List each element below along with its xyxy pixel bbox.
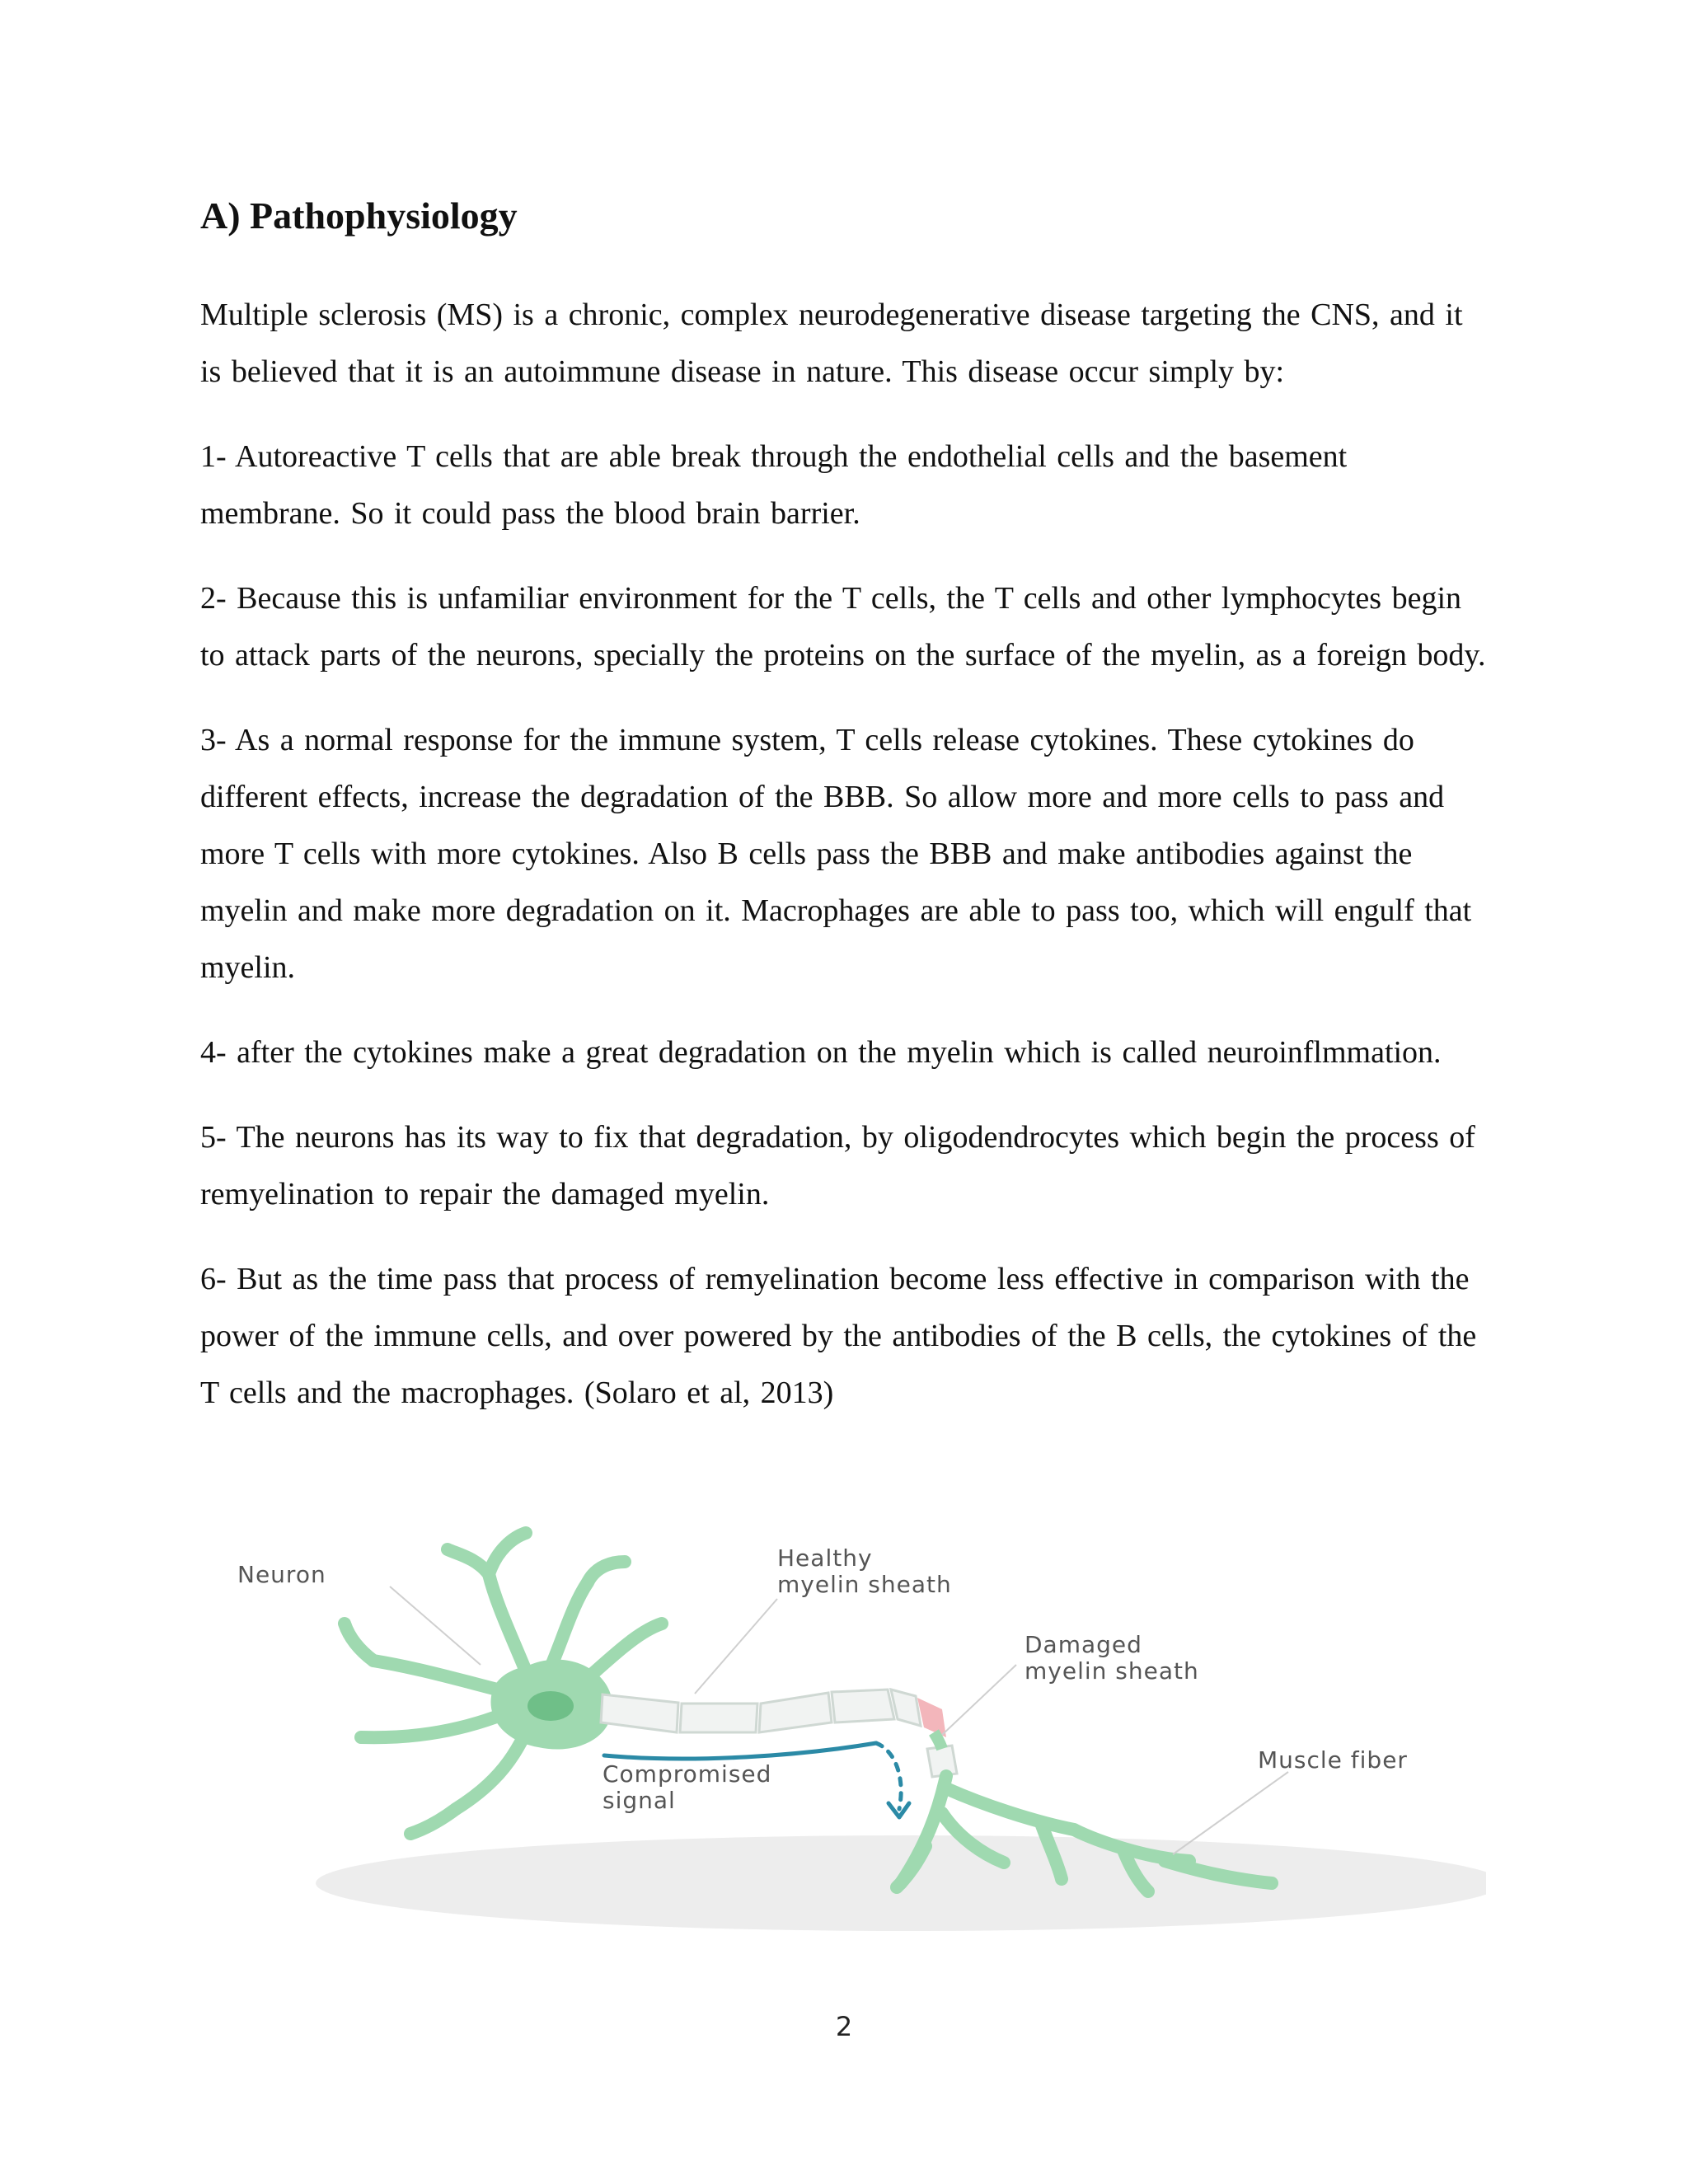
section-heading: A) Pathophysiology bbox=[200, 194, 518, 237]
myelin-sheath bbox=[601, 1690, 921, 1732]
step-4-paragraph: 4- after the cytokines make a great degradation on the myelin which is called neuroinflmmation. bbox=[200, 1035, 1442, 1070]
neuron-nucleus bbox=[528, 1691, 574, 1721]
body-text bbox=[200, 287, 1486, 1450]
signal-line bbox=[604, 1743, 876, 1759]
axon-connector bbox=[934, 1732, 942, 1749]
intro-paragraph: Multiple sclerosis (MS) is a chronic, complex neurodegenerative disease targeting the CNS, and it is believed that it is an autoimmune disease in nature. This disease occur simply by: bbox=[200, 298, 1463, 389]
muscle-fiber-label: Muscle fiber bbox=[1258, 1746, 1408, 1774]
healthy-myelin-label-line2: myelin sheath bbox=[777, 1571, 952, 1598]
neuron-diagram bbox=[200, 1516, 1486, 1961]
step-2-paragraph: 2- Because this is unfamiliar environment for the T cells, the T cells and other lymphocytes begin to attack parts of the neurons, specially the proteins on the surface of the myelin, as a foreign body. bbox=[200, 581, 1486, 673]
damaged-myelin-label-line2: myelin sheath bbox=[1025, 1657, 1199, 1685]
step-5-paragraph: 5- The neurons has its way to fix that degradation, by oligodendrocytes which begin the process of remyelination to repair the damaged myelin. bbox=[200, 1120, 1475, 1212]
page-number: 2 bbox=[835, 2011, 853, 2042]
step-1-paragraph: 1- Autoreactive T cells that are able break through the endothelial cells and the basement membrane. So it could pass the blood brain barrier. bbox=[200, 439, 1348, 531]
compromised-signal-label-line2: signal bbox=[603, 1787, 676, 1814]
step-6-paragraph: 6- But as the time pass that process of remyelination become less effective in comparison with the power of the immune cells, and over powered by the antibodies of the B cells, the cytokines of the T cells and the macrophages. (Solaro et al, 2013) bbox=[200, 1262, 1477, 1410]
damaged-myelin-label-line1: Damaged bbox=[1025, 1631, 1142, 1658]
damaged-myelin-segment bbox=[917, 1698, 946, 1737]
neuron-label: Neuron bbox=[237, 1561, 326, 1588]
healthy-myelin-label-line1: Healthy bbox=[777, 1544, 873, 1572]
step-3-paragraph: 3- As a normal response for the immune system, T cells release cytokines. These cytokines do different effects, increase the degradation of the BBB. So allow more and more cells to pass and more T cells with more cytokines. Also B cells pass the BBB and make antibodies against the myelin and make more degradation on it. Macrophages are able to pass too, which will engulf that myelin. bbox=[200, 723, 1472, 985]
signal-dashed bbox=[876, 1743, 901, 1809]
compromised-signal-label-line1: Compromised bbox=[603, 1760, 772, 1788]
